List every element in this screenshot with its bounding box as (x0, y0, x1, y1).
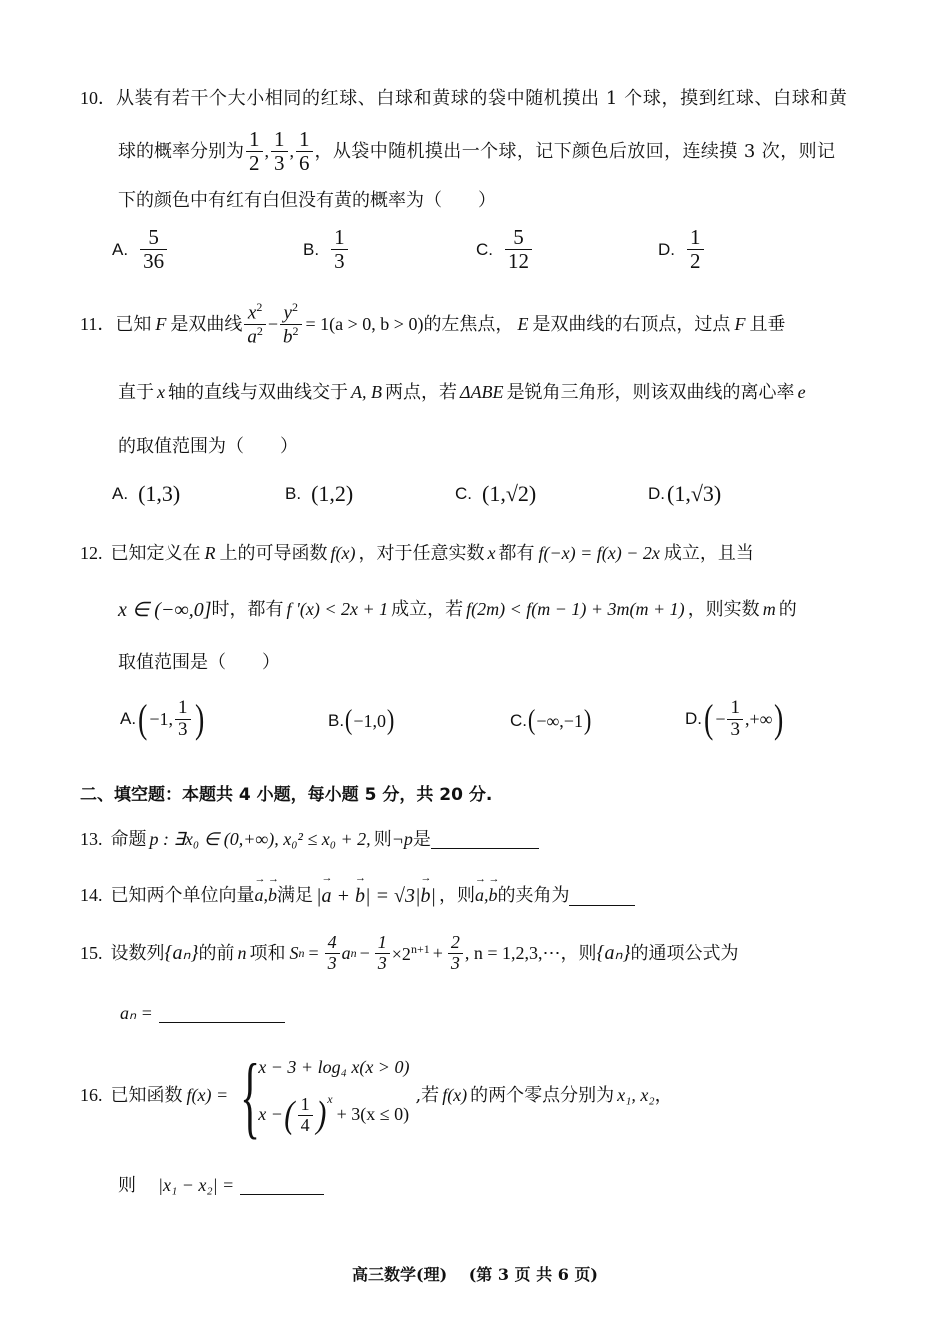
q12-option-a[interactable]: A. ( −1, $\frac{1}{3}$ ) (120, 696, 204, 742)
q11-line1: 11． 已知 F 是双曲线 $\frac{x^2}{a^2}$ − $\frac{y^2}{b^2}$ = 1(a > 0, b > 0) 的左焦点， E 是双曲线的右顶点，过点 F 且垂 (80, 300, 786, 348)
q11-option-c[interactable]: C. (1,√2) (455, 481, 537, 506)
q10-text-line2b: ，从袋中随机摸出一个球，记下颜色后放回，连续摸 3 次，则记 (314, 140, 836, 162)
q14-line: 14. 已知两个单位向量 → a,→ b 满足 |→ a + → b| = √3|→ b| ，则 → a,→ b 的夹角为 (80, 884, 635, 908)
q11-hyperbola-y-term: $\frac{y^2}{b^2}$ (280, 301, 302, 348)
q16-piecewise-brace: { (240, 1045, 261, 1147)
q15-sum-formula: S n = $\frac{4}{3}$ a n − $\frac{1}{3}$ $\times 2^{n+1}$ + $\frac{2}{3}$ , n = 1,2,3,⋯ (289, 932, 561, 973)
q10-text-line1: 从装有若干个大小相同的红球、白球和黄球的袋中随机摸出 1 个球，摸到红球、白球和黄 (116, 88, 848, 109)
q12-line1: 12. 已知定义在 R 上的可导函数 f(x) ，对于任意实数 x 都有 f(−x) = f(x) − 2x 成立，且当 (80, 543, 754, 564)
q10-line3 (118, 190, 496, 212)
q16-line2: 则 |x₁ − x₂| = (118, 1175, 324, 1197)
q11-line3: 的取值范围为（ ） (118, 436, 298, 457)
q16-answer-blank[interactable] (240, 1176, 324, 1195)
q10-line2: 球的概率分别为 $\frac{1}{2}$ , $\frac{1}{3}$ , $\frac{1}{6}$ ，从袋中随机摸出一个球，记下颜色后放回，连续摸 3 次，则记 (118, 127, 836, 176)
q14-condition: |→ a + → b| = √3|→ b| (316, 884, 436, 908)
q12-number: 12. (80, 543, 103, 563)
q12-option-b[interactable]: B. ( −1,0 ) (328, 705, 395, 736)
q10-option-d[interactable]: D. $\frac{1}{2}$ (658, 226, 706, 273)
q10-option-c[interactable]: C. $\frac{5}{12}$ (476, 226, 534, 273)
q12-option-c[interactable]: C. ( −∞,−1 ) (510, 705, 592, 736)
q11-option-a[interactable]: A. (1,3) (112, 481, 181, 506)
q10-option-a[interactable]: A. $\frac{5}{36}$ (112, 226, 169, 273)
q16-piecewise-cases: x − 3 + log₄ x(x > 0) x − ( $\frac{1}{4}$ ) $^x$ + 3(x ≤ 0) (258, 1057, 410, 1136)
q11-option-d[interactable]: D. (1,√3) (648, 481, 722, 506)
q14-vectors: → a,→ b (255, 885, 278, 907)
q11-hyperbola-x-term: $\frac{x^2}{a^2}$ (244, 301, 266, 348)
q14-answer-blank[interactable] (569, 887, 635, 906)
q15-line2: aₙ = (120, 1003, 285, 1025)
q12-line2: x ∈ (−∞,0] 时，都有 f '(x) < 2x + 1 成立，若 f(2m) < f(m − 1) + 3m(m + 1) ，则实数 m 的 (118, 599, 797, 621)
q16-line1: 16. 已知函数 f(x) = { x − 3 + log₄ x(x > 0) x − ( $\frac{1}{4}$ ) $^x$ + 3(x ≤ 0) ,若 f(x) 的两个零点分别为 x₁, x₂ ， (80, 1045, 673, 1147)
q10-line1 (80, 88, 848, 110)
page-footer: 高三数学(理) (第 3 页 共 6 页) (352, 1265, 598, 1284)
q13-answer-blank[interactable] (431, 830, 539, 849)
q10-text-line2a: 球的概率分别为 (118, 140, 244, 162)
q11-option-b[interactable]: B. (1,2) (285, 481, 354, 506)
q13-line: 13. 命题 p : ∃x₀ ∈ (0,+∞), x₀² ≤ x₀ + 2, 则 ¬p 是 (80, 829, 539, 851)
q10-prob-white: $\frac{1}{3}$ (271, 128, 288, 175)
q12-line3: 取值范围是（ ） (118, 652, 280, 673)
q10-prob-yellow: $\frac{1}{6}$ (296, 128, 313, 175)
q15-answer-blank[interactable] (159, 1004, 285, 1023)
q10-text-line3: 下的颜色中有红有白但没有黄的概率为（ ） (118, 190, 496, 211)
q11-number: 11． (80, 313, 116, 334)
q11-line2: 直于 x 轴的直线与双曲线交于 A, B 两点，若 ΔABE 是锐角三角形，则该双曲线的离心率 e (118, 382, 806, 403)
q10-option-b[interactable]: B. $\frac{1}{3}$ (303, 226, 350, 273)
q12-option-d[interactable]: D. ( − $\frac{1}{3}$ ,+∞ ) (685, 696, 784, 742)
q10-number: 10． (80, 88, 116, 108)
section-fill-in-heading: 二、填空题：本题共 4 小题，每小题 5 分，共 20 分. (80, 785, 493, 805)
q10-prob-red: $\frac{1}{2}$ (246, 128, 263, 175)
q11-condition: = 1(a > 0, b > 0) (305, 313, 424, 334)
q15-line1: 15. 设数列 {aₙ} 的前 n 项和 S n = $\frac{4}{3}$ a n − $\frac{1}{3}$ $\times 2^{n+1}$ + $\frac{2}{3}$ , n = 1,2,3,⋯ ，则 {aₙ} 的通项公式为 (80, 932, 739, 973)
